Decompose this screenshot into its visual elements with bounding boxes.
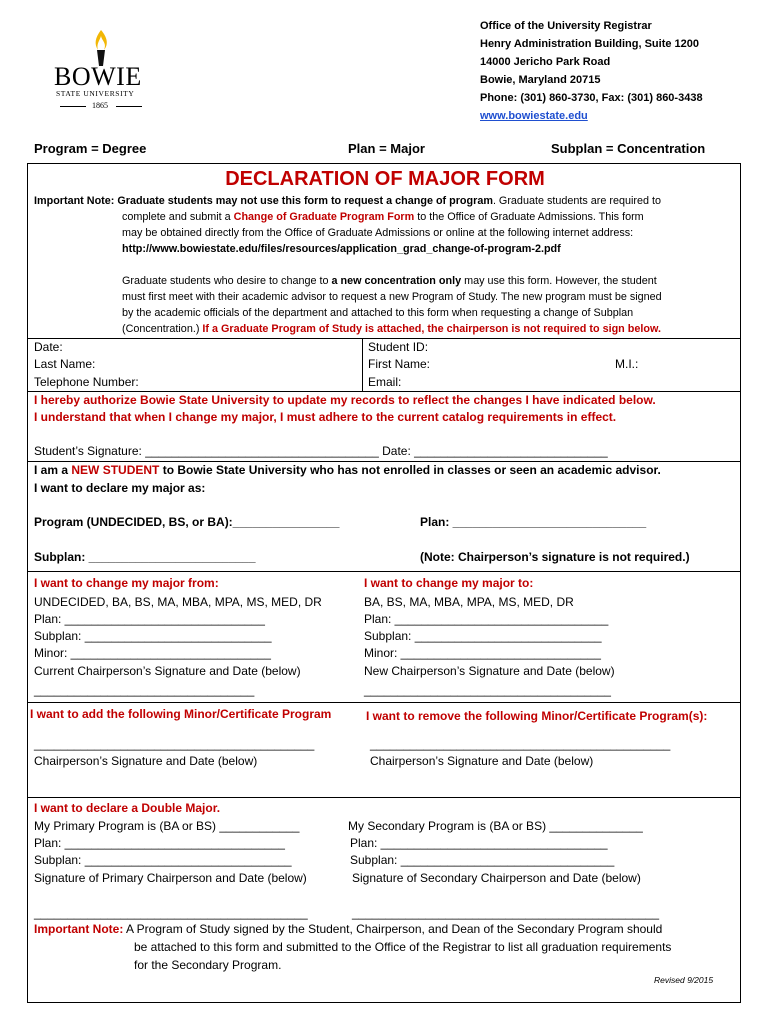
divider-authorize-bottom: [27, 461, 741, 462]
logo-wordmark: BOWIE: [54, 62, 142, 91]
last-name-field[interactable]: Last Name:: [34, 357, 96, 371]
student-id-field[interactable]: Student ID:: [368, 340, 429, 354]
add-minor-heading: I want to add the following Minor/Certificate Program: [30, 707, 332, 721]
logo-subtitle: STATE UNIVERSITY: [56, 89, 135, 98]
secondary-chair-signature-line[interactable]: ______________________________________________: [352, 906, 659, 920]
registrar-address: [480, 17, 703, 125]
new-student-pre: I am a: [34, 463, 72, 477]
important-note-label: Important Note:: [34, 195, 115, 207]
subplan-definition: Subplan = Concentration: [551, 141, 706, 156]
first-name-field[interactable]: First Name:: [368, 357, 431, 371]
bowie-state-logo: [52, 26, 152, 110]
email-field[interactable]: Email:: [368, 375, 402, 389]
remove-minor-signature-label: Chairperson’s Signature and Date (below): [370, 754, 594, 768]
form-title: DECLARATION OF MAJOR FORM: [225, 168, 545, 190]
change-from-heading: I want to change my major from:: [34, 576, 219, 590]
address-building: Henry Administration Building, Suite 1200: [480, 38, 700, 50]
final-note-line3: for the Secondary Program.: [134, 958, 282, 972]
telephone-field[interactable]: Telephone Number:: [34, 375, 139, 389]
address-office: Office of the University Registrar: [480, 20, 652, 32]
plan-definition: Plan = Major: [348, 141, 425, 156]
divider-info-middle: [362, 338, 363, 391]
address-phone: Phone: (301) 860-3730, Fax: (301) 860-3438: [480, 92, 703, 104]
primary-program-field[interactable]: My Primary Program is (BA or BS) ____________: [34, 819, 300, 833]
date-field[interactable]: Date:: [34, 340, 63, 354]
remove-minor-signature-line[interactable]: _____________________________________________: [370, 737, 671, 751]
declare-major-label: I want to declare my major as:: [34, 481, 206, 495]
divider-info-bottom: [27, 391, 741, 392]
address-city: Bowie, Maryland 20715: [480, 74, 601, 86]
secondary-chair-signature-label: Signature of Secondary Chairperson and Date (below): [352, 871, 641, 885]
middle-initial-field[interactable]: M.I.:: [615, 357, 639, 371]
final-note-label: Important Note:: [34, 922, 124, 936]
new-chair-signature-line[interactable]: _____________________________________: [364, 683, 611, 697]
important-note-line2-post: to the Office of Graduate Admissions. This form: [414, 211, 644, 223]
student-signature-line[interactable]: Student’s Signature: ___________________________________ Date: _____________________________: [34, 444, 608, 458]
divider-change-bottom: [27, 702, 741, 703]
final-note-line1: [34, 922, 662, 936]
chairperson-not-required-note: (Note: Chairperson’s signature is not required.): [420, 550, 690, 564]
address-street: 14000 Jericho Park Road: [480, 56, 611, 68]
concentration-note-post: may use this form. However, the student: [461, 275, 657, 287]
change-to-heading: I want to change my major to:: [364, 576, 534, 590]
logo-rule-right: [116, 106, 142, 107]
secondary-program-field[interactable]: My Secondary Program is (BA or BS) ______________: [348, 819, 643, 833]
concentration-note-line2: must first meet with their academic advisor to request a new Program of Study. The new program must be signed: [122, 291, 662, 303]
new-program-field[interactable]: Program (UNDECIDED, BS, or BA):________________: [34, 515, 340, 529]
catalog-requirements-statement: I understand that when I change my major, I must adhere to the current catalog requirements in effect.: [34, 410, 617, 424]
current-chair-signature-label: Current Chairperson’s Signature and Date (below): [34, 664, 301, 678]
concentration-note-line1: [122, 273, 657, 290]
important-note-line2-pre: complete and submit a: [122, 211, 234, 223]
new-subplan-field[interactable]: Subplan: _________________________: [34, 550, 256, 564]
program-definition: Program = Degree: [34, 141, 147, 156]
divider-info-top: [27, 338, 741, 339]
change-to-plan[interactable]: Plan: ________________________________: [364, 612, 609, 626]
concentration-note-bold: a new concentration only: [331, 275, 462, 287]
current-chair-signature-line[interactable]: _________________________________: [34, 683, 255, 697]
revision-date: Revised 9/2015: [654, 975, 714, 985]
add-minor-signature-line[interactable]: __________________________________________: [34, 737, 315, 751]
primary-chair-signature-line[interactable]: _________________________________________: [34, 906, 308, 920]
important-note-line3: may be obtained directly from the Office of Graduate Admissions or online at the following internet address:: [122, 227, 634, 239]
concentration-note-line3: by the academic officials of the department and attached to this form when requesting a change of Subplan: [122, 307, 634, 319]
new-student-statement: [34, 463, 661, 477]
change-from-programs[interactable]: UNDECIDED, BA, BS, MA, MBA, MPA, MS, MED, DR: [34, 595, 322, 609]
new-student-post: to Bowie State University who has not enrolled in classes or seen an academic advisor.: [159, 463, 661, 477]
change-to-subplan[interactable]: Subplan: ____________________________: [364, 629, 602, 643]
change-to-programs[interactable]: BA, BS, MA, MBA, MPA, MS, MED, DR: [364, 595, 574, 609]
concentration-note-line4-pre: (Concentration.): [122, 323, 203, 335]
secondary-plan-field[interactable]: Plan: __________________________________: [350, 836, 608, 850]
logo-year: 1865: [92, 101, 108, 110]
change-from-subplan[interactable]: Subplan: ____________________________: [34, 629, 272, 643]
logo-rule-left: [60, 106, 86, 107]
change-graduate-program-form: Change of Graduate Program Form: [233, 211, 415, 223]
chairperson-exemption-note: If a Graduate Program of Study is attached, the chairperson is not required to sign below.: [202, 323, 661, 335]
important-note-line1: [34, 193, 661, 210]
concentration-note-line4: [122, 321, 661, 338]
divider-newstudent-bottom: [27, 571, 741, 572]
final-note-line2: be attached to this form and submitted to the Office of the Registrar to list all graduation requirements: [134, 940, 672, 954]
important-note-line1-rest: . Graduate students are required to: [492, 195, 661, 207]
primary-plan-field[interactable]: Plan: _________________________________: [34, 836, 285, 850]
divider-minor-bottom: [27, 797, 741, 798]
final-note-text: A Program of Study signed by the Student, Chairperson, and Dean of the Secondary Program should: [123, 922, 663, 936]
primary-subplan-field[interactable]: Subplan: _______________________________: [34, 853, 292, 867]
concentration-note-pre: Graduate students who desire to change to: [122, 275, 332, 287]
important-note-line2: [122, 209, 644, 226]
change-to-minor[interactable]: Minor: ______________________________: [364, 646, 601, 660]
change-from-plan[interactable]: Plan: ______________________________: [34, 612, 265, 626]
new-student-label: NEW STUDENT: [71, 463, 160, 477]
website-link[interactable]: www.bowiestate.edu: [480, 110, 588, 122]
new-plan-field[interactable]: Plan: _____________________________: [420, 515, 647, 529]
important-note-lead: Graduate students may not use this form to request a change of program: [117, 195, 493, 207]
remove-minor-heading: I want to remove the following Minor/Certificate Program(s):: [366, 709, 708, 723]
secondary-subplan-field[interactable]: Subplan: ________________________________: [350, 853, 615, 867]
authorization-statement: I hereby authorize Bowie State University to update my records to reflect the changes I have indicated below.: [34, 393, 656, 407]
change-from-minor[interactable]: Minor: ______________________________: [34, 646, 271, 660]
double-major-heading: I want to declare a Double Major.: [34, 801, 221, 815]
new-chair-signature-label: New Chairperson’s Signature and Date (below): [364, 664, 615, 678]
primary-chair-signature-label: Signature of Primary Chairperson and Date (below): [34, 871, 307, 885]
graduate-form-url: http://www.bowiestate.edu/files/resources/application_grad_change-of-program-2.pdf: [122, 243, 561, 255]
add-minor-signature-label: Chairperson’s Signature and Date (below): [34, 754, 258, 768]
